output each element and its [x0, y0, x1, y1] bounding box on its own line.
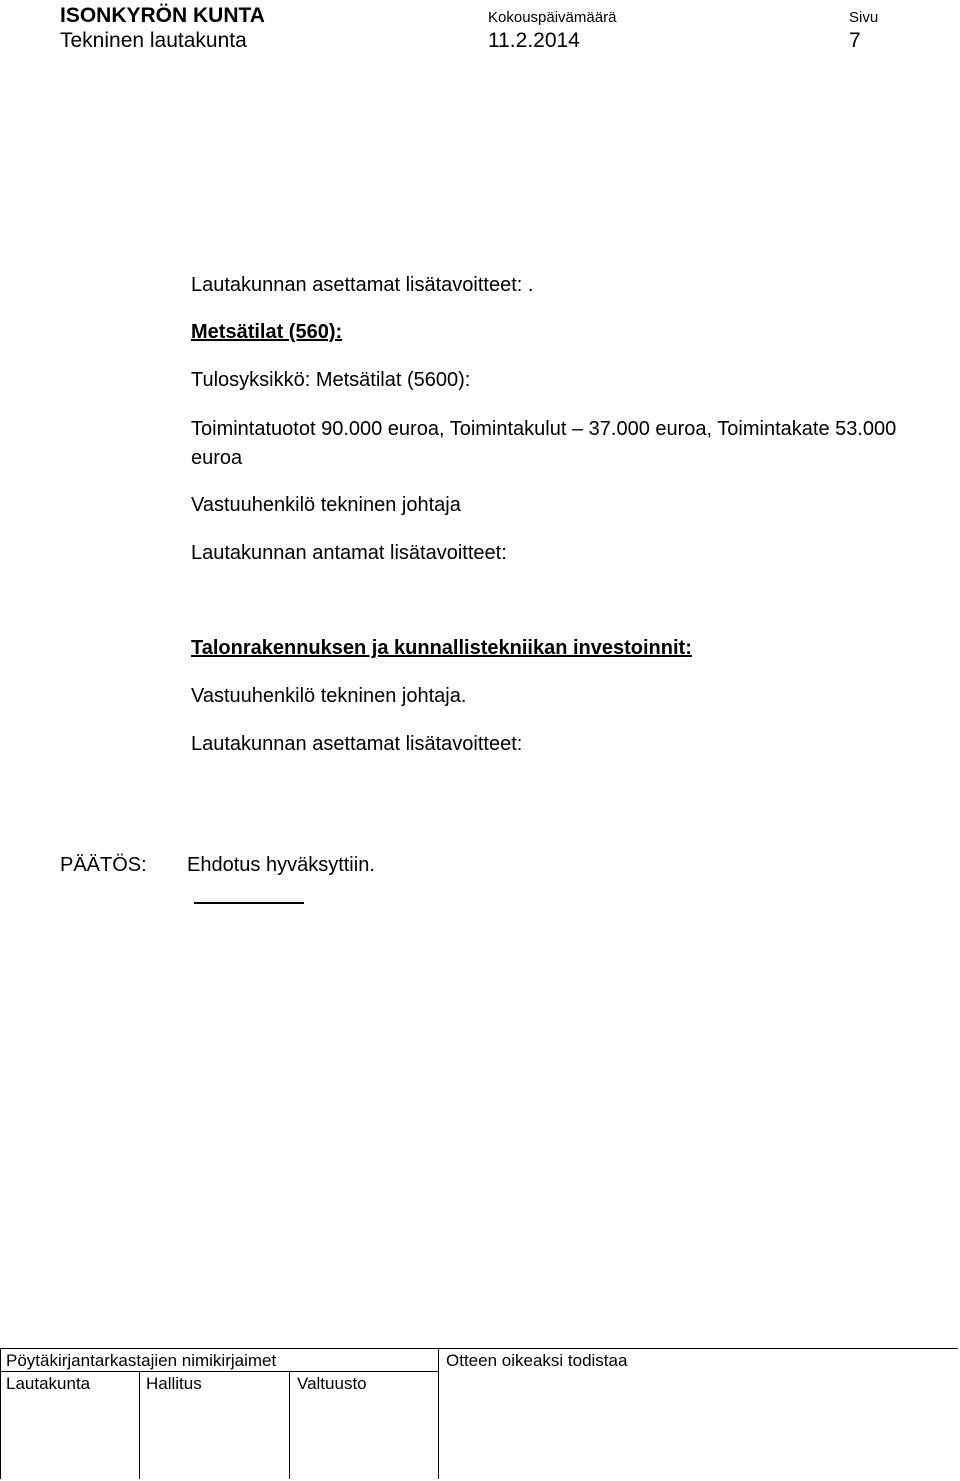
additional-goals-line: Lautakunnan asettamat lisätavoitteet: .: [191, 274, 534, 296]
table-header-divider: [0, 1371, 438, 1372]
certified-copy-label: Otteen oikeaksi todistaa: [446, 1351, 628, 1370]
column-valtuusto: Valtuusto: [297, 1374, 367, 1393]
table-col-divider-2: [289, 1371, 290, 1479]
decision-text: Ehdotus hyväksyttiin.: [187, 854, 375, 876]
department-name: Tekninen lautakunta: [60, 29, 247, 52]
set-goals-line: Lautakunnan asettamat lisätavoitteet:: [191, 733, 523, 755]
signature-table: [0, 1348, 958, 1479]
table-col-divider-3: [438, 1348, 439, 1479]
responsible-person-line-2: Vastuuhenkilö tekninen johtaja.: [191, 685, 467, 707]
column-lautakunta: Lautakunta: [6, 1374, 91, 1393]
budget-figures-paragraph: Toimintatuotot 90.000 euroa, Toimintakulut – 37.000 euroa, Toimintakate 53.000 euroa: [191, 418, 897, 469]
page-number: 7: [849, 29, 861, 52]
responsible-person-line: Vastuuhenkilö tekninen johtaja: [191, 494, 461, 516]
meeting-date-value: 11.2.2014: [488, 29, 580, 52]
result-unit-line: Tulosyksikkö: Metsätilat (5600):: [191, 369, 471, 391]
decision-label: PÄÄTÖS:: [60, 854, 147, 876]
meeting-date-label: Kokouspäivämäärä: [488, 9, 617, 26]
section-heading-forest-estates: Metsätilat (560):: [191, 321, 343, 343]
section-heading-investments: Talonrakennuksen ja kunnallistekniikan investoinnit:: [191, 637, 692, 659]
signatures-title: Pöytäkirjantarkastajien nimikirjaimet: [6, 1351, 277, 1370]
table-left-border: [0, 1348, 1, 1479]
page-label: Sivu: [849, 9, 879, 26]
column-hallitus: Hallitus: [146, 1374, 202, 1393]
organization-name: ISONKYRÖN KUNTA: [60, 4, 265, 27]
table-top-border: [0, 1348, 958, 1349]
table-col-divider-1: [139, 1371, 140, 1479]
given-goals-line: Lautakunnan antamat lisätavoitteet:: [191, 542, 507, 564]
signature-rule: [194, 902, 304, 904]
